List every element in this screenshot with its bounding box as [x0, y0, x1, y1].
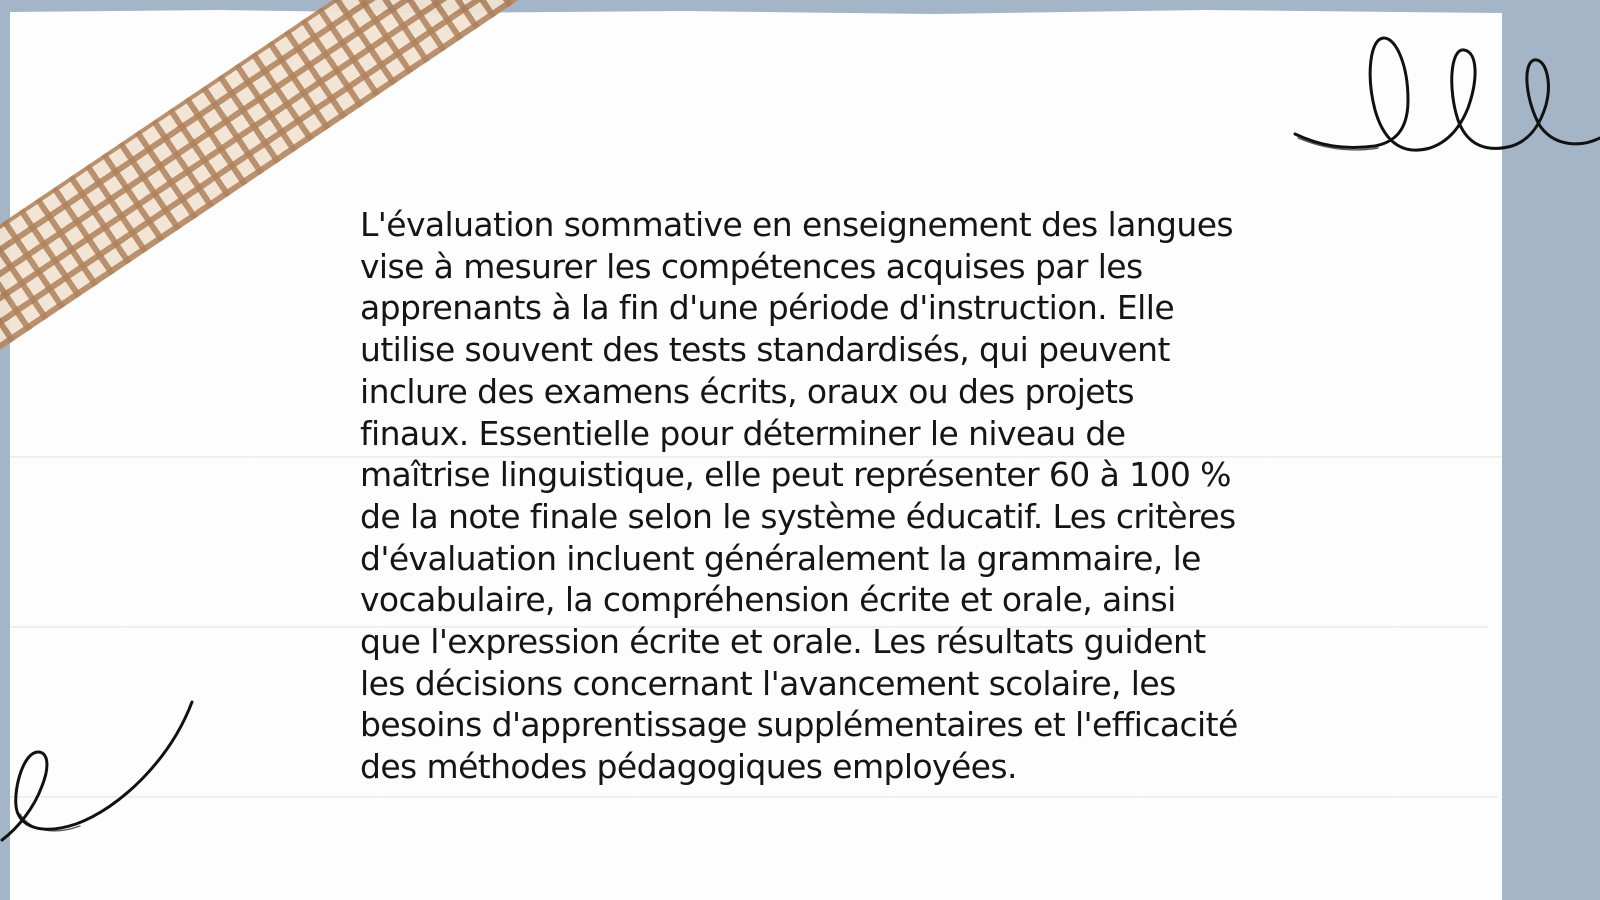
paper-fold-line [10, 796, 1498, 798]
loop-scribble-icon [1290, 30, 1600, 170]
swirl-scribble-icon [0, 690, 200, 850]
body-paragraph: L'évaluation sommative en enseignement des langues vise à mesurer les compétences acquises par les apprenants à la fin d'une période d'instruction. Elle utilise souvent des tests standardisés, qui peuvent inclure des examens écrits, oraux ou des projets finaux. Essentielle pour déterminer le niveau de maîtrise linguistique, elle peut représenter 60 à 100 % de la note finale selon le système éducatif. Les critères d'évaluation incluent généralement la grammaire, le vocabulaire, la compréhension écrite et orale, ainsi que l'expression écrite et orale. Les résultats guident les décisions concernant l'avancement scolaire, les besoins d'apprentissage supplémentaires et l'efficacité des méthodes pédagogiques employées. [360, 205, 1238, 787]
